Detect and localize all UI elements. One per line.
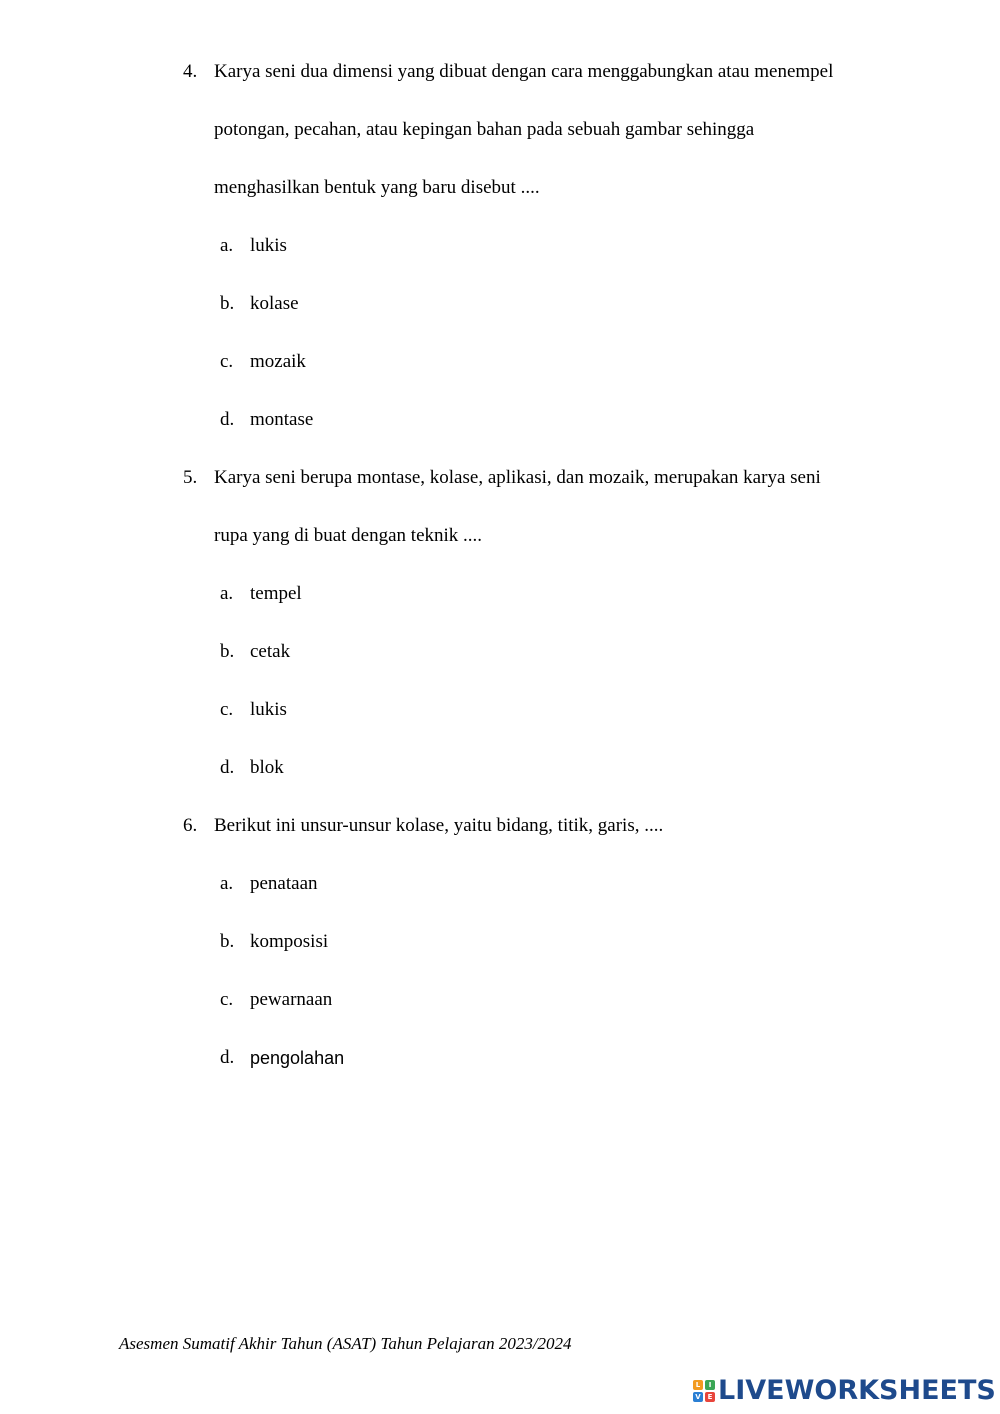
option-text: kolase xyxy=(250,293,299,314)
option-letter: a. xyxy=(220,873,234,894)
option-text: penataan xyxy=(250,873,318,894)
option-text: lukis xyxy=(250,699,287,720)
option-letter: c. xyxy=(220,699,234,720)
option-letter: d. xyxy=(220,1047,235,1068)
option-text: komposisi xyxy=(250,931,329,952)
liveworksheets-brand[interactable] xyxy=(693,1374,996,1408)
question-text-line: potongan, pecahan, atau kepingan bahan pada sebuah gambar sehingga xyxy=(214,119,755,140)
option-letter: c. xyxy=(220,351,234,372)
option-text: mozaik xyxy=(250,351,306,372)
logo-cell: E xyxy=(705,1392,715,1402)
page-footer: Asesmen Sumatif Akhir Tahun (ASAT) Tahun Pelajaran 2023/2024 xyxy=(119,1334,572,1353)
question-text-line: Karya seni berupa montase, kolase, aplikasi, dan mozaik, merupakan karya seni xyxy=(214,467,821,488)
option-text: montase xyxy=(250,409,314,430)
option-letter: b. xyxy=(220,641,235,662)
liveworksheets-logo-icon xyxy=(693,1380,715,1402)
question-text-line: menghasilkan bentuk yang baru disebut .... xyxy=(214,177,540,198)
option-letter: b. xyxy=(220,293,235,314)
brand-name: LIVEWORKSHEETS xyxy=(718,1375,996,1406)
option-letter: a. xyxy=(220,235,234,256)
question-number: 5. xyxy=(183,467,198,488)
option-text: pewarnaan xyxy=(250,989,333,1010)
logo-cell: L xyxy=(693,1380,703,1390)
option-letter: b. xyxy=(220,931,235,952)
question-number: 4. xyxy=(183,61,198,82)
logo-cell: I xyxy=(705,1380,715,1390)
question-number: 6. xyxy=(183,815,198,836)
logo-cell: V xyxy=(693,1392,703,1402)
option-letter: d. xyxy=(220,409,235,430)
option-text: cetak xyxy=(250,641,291,662)
option-text: tempel xyxy=(250,583,302,604)
option-text: blok xyxy=(250,757,284,778)
option-text: lukis xyxy=(250,235,287,256)
option-letter: a. xyxy=(220,583,234,604)
question-text-line: rupa yang di buat dengan teknik .... xyxy=(214,525,483,546)
question-text-line: Berikut ini unsur-unsur kolase, yaitu bidang, titik, garis, .... xyxy=(214,815,664,836)
question-text-line: Karya seni dua dimensi yang dibuat dengan cara menggabungkan atau menempel xyxy=(214,61,834,82)
option-letter: d. xyxy=(220,757,235,778)
option-letter: c. xyxy=(220,989,234,1010)
option-text: pengolahan xyxy=(250,1048,345,1068)
